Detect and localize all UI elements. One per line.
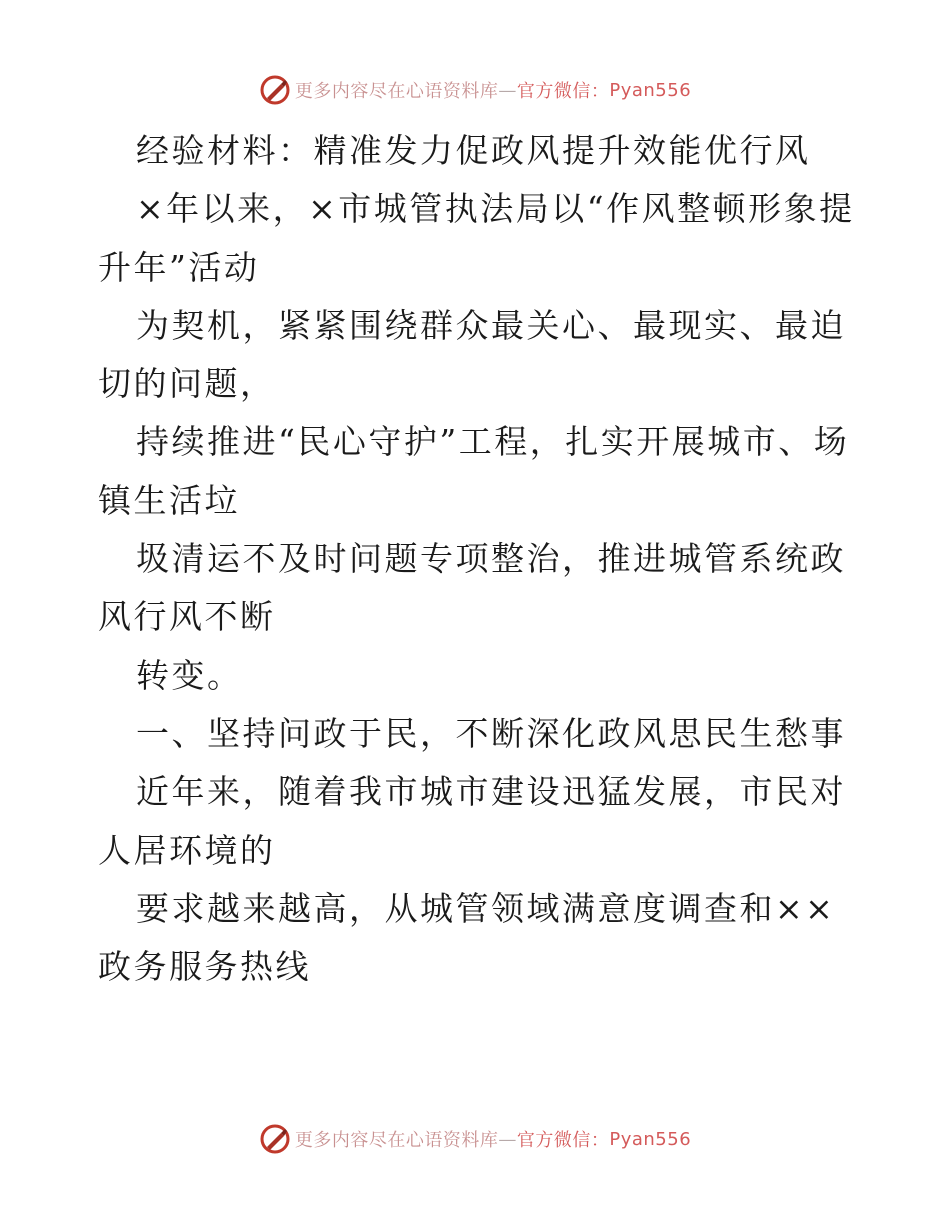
section-heading: 一、坚持问政于民，不断深化政风思民生愁事 bbox=[136, 713, 846, 753]
banner-account: Pyan556 bbox=[609, 79, 692, 101]
paragraph: 为契机，紧紧围绕群众最关心、最现实、最迫切的问题， bbox=[98, 305, 846, 404]
paragraph: ×年以来，×市城管执法局以“作风整顿形象提升年”活动 bbox=[98, 189, 855, 287]
paragraph: 圾清运不及时问题专项整治，推进城管系统政风行风不断 bbox=[98, 539, 846, 637]
banner-account: Pyan556 bbox=[609, 1128, 692, 1150]
banner-main-text: 更多内容尽在心语资料库 bbox=[294, 1130, 499, 1151]
document-body bbox=[98, 122, 858, 996]
paragraph: 持续推进“民心守护”工程，扎实开展城市、场镇生活垃 bbox=[98, 422, 850, 520]
pen-logo-icon bbox=[259, 1123, 291, 1155]
watermark-banner-bottom bbox=[0, 1119, 950, 1159]
paragraph: 转变。 bbox=[136, 655, 243, 695]
banner-separator: — bbox=[498, 79, 517, 101]
pen-logo-icon bbox=[259, 74, 291, 106]
paragraph: 要求越来越高，从城管领域满意度调查和××政务服务热线 bbox=[98, 888, 836, 987]
document-title: 经验材料：精准发力促政风提升效能优行风 bbox=[136, 131, 811, 170]
banner-main-text: 更多内容尽在心语资料库 bbox=[294, 81, 499, 102]
paragraph: 近年来，随着我市城市建设迅猛发展，市民对人居环境的 bbox=[98, 772, 846, 870]
banner-separator: — bbox=[498, 1128, 517, 1150]
banner-suffix-text: 官方微信： bbox=[516, 1130, 610, 1151]
banner-suffix-text: 官方微信： bbox=[516, 81, 610, 102]
watermark-banner-top bbox=[0, 70, 950, 110]
